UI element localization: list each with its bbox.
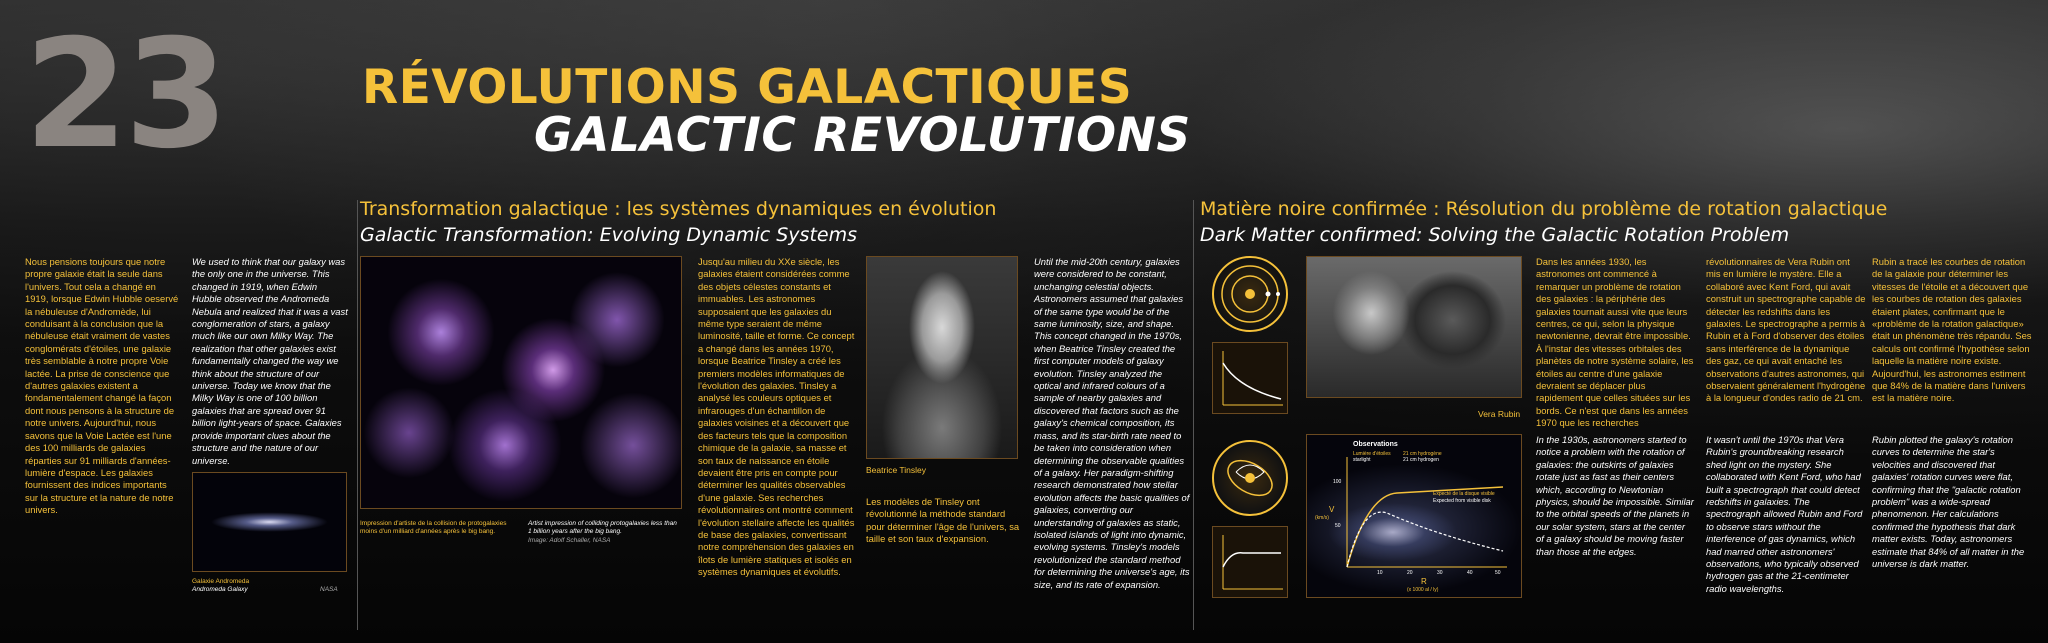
galaxy-diagram-icon — [1212, 440, 1288, 516]
divider-middle — [1193, 200, 1194, 630]
keplerian-curve-icon — [1212, 342, 1288, 414]
andromeda-caption-en: Andromeda Galaxy — [192, 586, 248, 593]
diagram-legend-starlight-fr: Lumière d'étoiles — [1353, 451, 1391, 457]
protogalaxies-credit: Image: Adolf Schaller, NASA — [528, 537, 611, 544]
diagram-y-tick-100: 100 — [1333, 479, 1342, 485]
section2-text-fr-3: Rubin a tracé les courbes de rotation de la galaxie pour déterminer les vitesses de l'étoile et a découvert que les courbes de rotation des galaxies étaient plates, confirmant que le «problème de la rotation galactique» était un phénomène très répandu. Ses calculs ont confirmé l'hypothèse selon laquelle la matière noire existe. Aujourd'hui, les astronomes estiment que 84% de la matière dans l'univers est la matière noire. — [1872, 256, 2032, 404]
protogalaxies-caption-fr: Impression d'artiste de la collision de protogalaxies moins d'un milliard d'années après le big bang. — [360, 520, 507, 535]
flat-curve-icon — [1212, 526, 1288, 598]
rubin-photo — [1306, 256, 1522, 398]
diagram-x-unit: (x 1000 al / ly) — [1407, 587, 1439, 593]
section1-title-en: Galactic Transformation: Evolving Dynamic Systems — [360, 224, 857, 246]
diagram-y-tick-50: 50 — [1335, 523, 1341, 529]
tinsley-caption: Beatrice Tinsley — [866, 465, 926, 475]
diagram-legend-hydrogen-fr: 21 cm hydrogène — [1403, 451, 1442, 457]
andromeda-image — [192, 472, 347, 572]
section2-title-fr: Matière noire confirmée : Résolution du problème de rotation galactique — [1200, 198, 1888, 220]
section2-text-en-1: In the 1930s, astronomers started to notice a problem with the rotation of galaxies: the outskirts of galaxies rotate just as fast as their centers which, according to Newtonian physics, should be impossible. Similar to the orbital speeds of the planets in our solar system, stars at the center of a galaxy should be moving faster than those at the edges. — [1536, 434, 1694, 557]
diagram-x-tick-10: 10 — [1377, 570, 1383, 576]
panel-number: 23 — [24, 8, 225, 182]
andromeda-caption-fr: Galaxie Andromeda — [192, 578, 250, 585]
diagram-x-tick-20: 20 — [1407, 570, 1413, 576]
protogalaxies-image — [360, 256, 682, 509]
diagram-expected-en: Expected from visible disk — [1433, 498, 1491, 504]
diagram-legend-hydrogen-en: 21 cm hydrogen — [1403, 457, 1439, 463]
section1-text-fr: Jusqu'au milieu du XXe siècle, les galaxies étaient considérées comme des objets célestes constants et immuables. Les astronomes supposaient que les galaxies du même type seraient de même luminosité, taille et forme. Ce concept a changé dans les années 1970, lorsque Beatrice Tinsley a créé les premiers modèles informatiques de l'évolution des galaxies. Tinsley a analysé les couleurs optiques et infrarouges d'un échantillon de galaxies voisines et a découvert que des facteurs tels que la composition chimique de la galaxie, sa masse et son taux de naissance en étoile devaient être pris en compte pour déterminer les qualités observables d'une galaxie. Ses recherches révolutionnaires ont montré comment l'évolution stellaire affecte les qualités de base des galaxies, convertissant notre compréhension des galaxies en îlots de lumière statiques et isolés en systèmes dynamiques et évolutifs. — [698, 256, 855, 578]
divider-left — [357, 200, 358, 630]
tinsley-text-fr: Les modèles de Tinsley ont révolutionné la méthode standard pour déterminer l'âge de l'univers, sa taille et son taux d'expansion. — [866, 496, 1020, 545]
section1-text-en: Until the mid-20th century, galaxies were considered to be constant, unchanging celestial objects. Astronomers assumed that galaxies of the same type would be of the same luminosity, size, and shape. This concept changed in the 1970s, when Beatrice Tinsley created the first computer models of galaxy evolution. Tinsley analyzed the optical and infrared colours of a sample of nearby galaxies and discovered that factors such as the galaxy's chemical composition, its mass, and its star-birth rate need to be taken into consideration when determining the observable qualities of a galaxy. Her paradigm-shifting research demonstrated how stellar evolution affects the basic qualities of galaxies, converting our understanding of galaxies as static, isolated islands of light into dynamic, evolving systems. Tinsley's models revolutionized the standard method for determining the universe's age, its size, and its rate of expansion. — [1034, 256, 1190, 590]
diagram-x-label: R — [1421, 577, 1427, 586]
section2-text-fr-1: Dans les années 1930, les astronomes ont commencé à remarquer un problème de rotation des galaxies : la périphérie des galaxies tournait aussi vite que leurs centres, ce qui, selon la physique newtonienne, devrait être impossible. À l'instar des vitesses orbitales des planètes de notre système solaire, les étoiles au centre d'une galaxie devraient se déplacer plus rapidement que celles situées sur les bords. Ce n'est que dans les années 1970 que les recherches — [1536, 256, 1694, 429]
diagram-legend-title: Observations — [1353, 441, 1398, 448]
section2-text-en-2: It wasn't until the 1970s that Vera Rubin's groundbreaking research shed light on the mystery. She collaborated with Kent Ford, who had built a spectrograph that could detect redshifts in galaxies. The spectrograph allowed Rubin and Ford to observe stars without the interference of gas dynamics, which had marred other astronomers' observations, who typically observed hydrogen gas at the 21-centimeter radio wavelengths. — [1706, 434, 1863, 594]
section2-text-fr-2: révolutionnaires de Vera Rubin ont mis en lumière le mystère. Elle a collaboré avec Kent Ford, qui avait construit un spectrographe capable de détecter les redshifts dans les galaxies. Le spectrographe a permis à Rubin et à Ford d'observer des étoiles sans interférence de la dynamique des gaz, ce qui avait entaché les observations d'autres astronomes, qui observaient généralement l'hydrogène à la longueur d'ondes radio de 21 cm. — [1706, 256, 1866, 404]
title-en: GALACTIC REVOLUTIONS — [534, 108, 1191, 163]
diagram-x-tick-40: 40 — [1467, 570, 1473, 576]
section1-title-fr: Transformation galactique : les systèmes dynamiques en évolution — [360, 198, 997, 220]
diagram-y-unit: (km/s) — [1315, 515, 1329, 521]
title-fr: RÉVOLUTIONS GALACTIQUES — [362, 60, 1133, 115]
diagram-legend-starlight-en: starlight — [1353, 457, 1371, 463]
diagram-expected-fr: Expecté de la disque visible — [1433, 491, 1495, 497]
intro-text-en: We used to think that our galaxy was the only one in the universe. This changed in 1919, when Edwin Hubble observed the Andromeda Nebula and realized that it was a vast conglomeration of stars, a galaxy much like our own Milky Way. The realization that other galaxies exist fundamentally changed the way we think about the structure of our universe. Today we know that the Milky Way is one of 100 billion galaxies that are spread over 91 billion light-years of space. Galaxies provide important clues about the structure and the nature of our universe. — [192, 256, 348, 466]
section2-title-en: Dark Matter confirmed: Solving the Galactic Rotation Problem — [1200, 224, 1790, 246]
section2-text-en-3: Rubin plotted the galaxy's rotation curves to determine the star's velocities and discovered that galaxies' rotation curves were flat, confirming that the "galactic rotation problem" was a wide-spread phenomenon. Her calculations confirmed the hypothesis that dark matter exists. Today, astronomers estimate that 84% of all matter in the universe is dark matter. — [1872, 434, 2025, 570]
diagram-y-label: V — [1329, 505, 1335, 514]
andromeda-credit: NASA — [320, 586, 338, 593]
orbit-diagram-icon — [1212, 256, 1288, 332]
diagram-x-tick-30: 30 — [1437, 570, 1443, 576]
protogalaxies-caption-en: Artist impression of colliding protogalaxies less than 1 billion years after the big bang. — [528, 520, 677, 535]
rubin-caption: Vera Rubin — [1478, 409, 1521, 419]
rotation-curve-diagram — [1306, 434, 1522, 598]
diagram-x-tick-50: 50 — [1495, 570, 1501, 576]
tinsley-photo — [866, 256, 1018, 459]
intro-text-fr: Nous pensions toujours que notre propre galaxie était la seule dans l'univers. Tout cela a changé en 1919, lorsque Edwin Hubble oeservé la nébuleuse d'Andromède, lui conduisant à la conclusion que la nébuleuse était vraiment de vastes conglomérats d'étoiles, une galaxie très semblable à notre propre Voie lactée. La prise de conscience que d'autres galaxies existent a fondamentalement changé la façon dont nous pensons à la structure de notre univers. Aujourd'hui, nous savons que la Voie Lactée est l'une des 100 milliards de galaxies réparties sur 91 milliards d'années-lumière d'espace. Les galaxies fournissent des indices importants sur la structure et la nature de notre univers. — [25, 256, 179, 516]
